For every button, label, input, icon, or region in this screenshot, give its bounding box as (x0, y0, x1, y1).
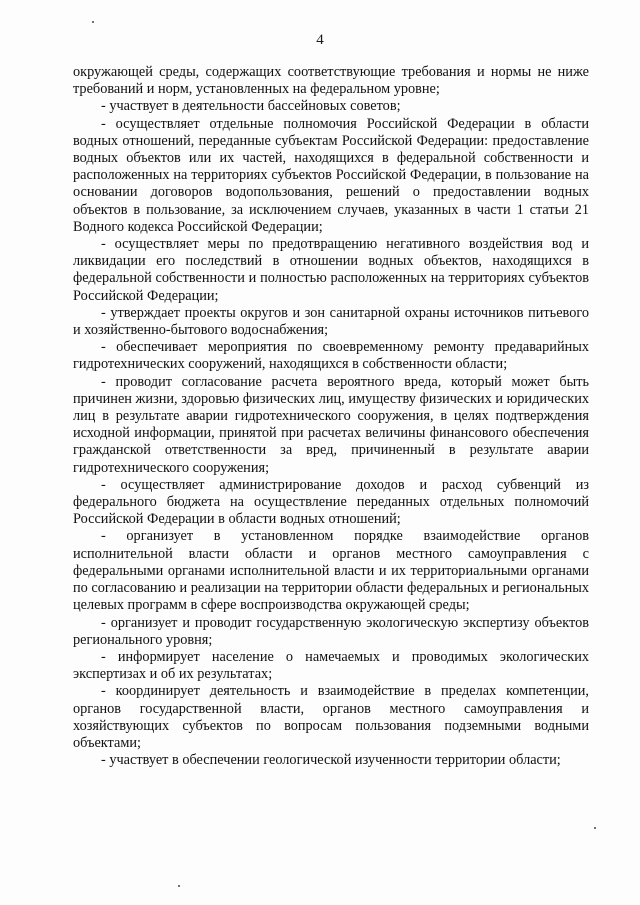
paragraph: окружающей среды, содержащих соответствующие требования и нормы не ниже требований и норм, установленных на федеральном уровне; (73, 64, 589, 98)
paragraph: - организует и проводит государственную экологическую экспертизу объектов регионального уровня; (73, 614, 589, 648)
paragraph: - осуществляет отдельные полномочия Российской Федерации в области водных отношений, переданные субъектам Российской Федерации: предоставление водных объектов или их частей, находящихся в федеральной собственности и расположенных на территориях субъектов Российской Федерации, в пользование на основании договоров водопользования, решений о предоставлении водных объектов в пользование, за исключением случаев, указанных в части 1 статьи 21 Водного кодекса Российской Федерации; (73, 115, 589, 235)
paragraph: - участвует в обеспечении геологической изученности территории области; (101, 752, 561, 769)
page-number: 4 (316, 32, 324, 48)
paragraph: - проводит согласование расчета вероятного вреда, который может быть причинен жизни, здоровью физических лиц, имуществу физических и юридических лиц в результате аварии гидротехнического сооружения, в целях подтверждения исходной информации, принятой при расчетах величины финансового обеспечения гражданской ответственности за вред, причиненный в результате аварии гидротехнического сооружения; (73, 373, 589, 476)
scan-speck (594, 827, 596, 829)
document-body (73, 64, 589, 769)
paragraph: - участвует в деятельности бассейновых советов; (101, 98, 401, 115)
paragraph: - информирует население о намечаемых и проводимых экологических экспертизах и об их результатах; (73, 648, 589, 683)
paragraph: - осуществляет администрирование доходов и расход субвенций из федерального бюджета на осуществление переданных отдельных полномочий Российской Федерации в области водных отношений; (73, 476, 589, 528)
paragraph: - осуществляет меры по предотвращению негативного воздействия вод и ликвидации его последствий в отношении водных объектов, находящихся в федеральной собственности и полностью расположенных на территориях субъектов Российской Федерации; (73, 236, 589, 304)
paragraph: - утверждает проекты округов и зон санитарной охраны источников питьевого и хозяйственно-бытового водоснабжения; (73, 304, 589, 339)
paragraph: - обеспечивает мероприятия по своевременному ремонту предаварийных гидротехнических сооружений, находящихся в собственности области; (73, 339, 589, 373)
paragraph: - координирует деятельность и взаимодействие в пределах компетенции, органов государственной власти, органов местного самоуправления и хозяйствующих субъектов по вопросам пользования подземными водными объектами; (73, 683, 589, 751)
scan-speck (178, 885, 180, 887)
paragraph: - организует в установленном порядке взаимодействие органов исполнительной власти области и органов местного самоуправления с федеральными органами исполнительной власти и их территориальными органами по согласованию и реализации на территории области федеральных и региональных целевых программ в сфере воспроизводства окружающей среды; (73, 528, 589, 614)
scan-speck (92, 21, 94, 23)
